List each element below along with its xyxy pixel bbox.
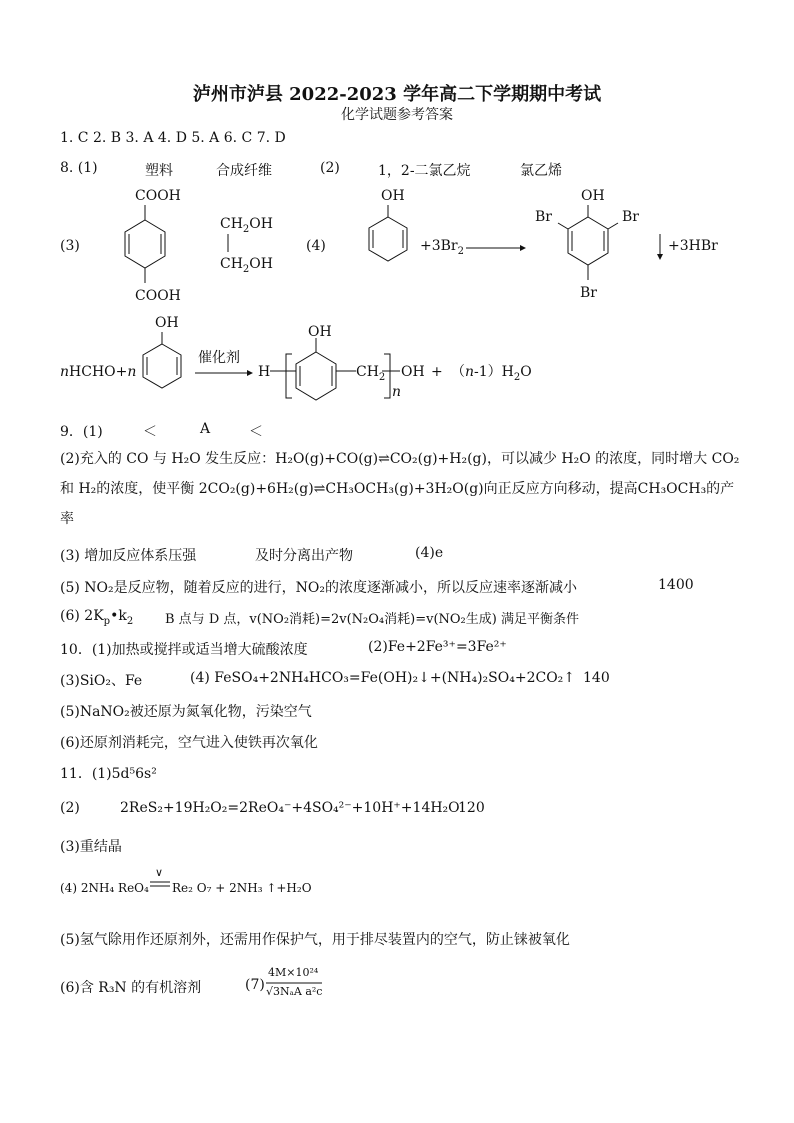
q10-4-value: 140 xyxy=(583,670,610,686)
svg-text:OH: OH xyxy=(381,188,405,204)
svg-text:Br: Br xyxy=(622,209,639,225)
q8-4-hbr: +3HBr xyxy=(668,238,718,254)
phenolic-resin-structure xyxy=(258,318,558,408)
q9-5-value: 1400 xyxy=(658,577,694,593)
q11-7-label: (7) xyxy=(245,977,265,993)
svg-text:（n-1）H2O: $(n-1)H_2O$ xyxy=(451,364,532,383)
tribromophenol-structure xyxy=(530,185,650,305)
q10-5: (5)NaNO₂被还原为氮氧化物，污染空气 xyxy=(60,704,312,720)
q11-4-rhs: Re₂ O₇ + 2NH₃ ↑+H₂O xyxy=(172,881,312,895)
q9-3-a: (3) 增加反应体系压强 xyxy=(60,548,197,564)
q11-7-denominator: √3NₐA a²c xyxy=(266,985,323,998)
q11-6: (6)含 R₃N 的有机溶剂 xyxy=(60,980,202,996)
svg-text:n: n xyxy=(392,384,402,400)
svg-text:H: H xyxy=(258,364,271,380)
q8-label: 8. (1) xyxy=(60,160,98,176)
equilibrium-equals-sign xyxy=(150,880,172,888)
q9-1-c: ＜ xyxy=(249,424,263,440)
q11-4-lhs: (4) 2NH₄ ReO₄ xyxy=(60,881,149,895)
svg-text:+: + xyxy=(431,364,443,380)
ethylene-glycol-structure xyxy=(220,210,300,280)
q11-7-numerator: 4M×10²⁴ xyxy=(268,966,319,979)
q11-4-condition: ∨ xyxy=(155,866,164,879)
q10-6: (6)还原剂消耗完，空气进入使铁再次氧化 xyxy=(60,735,318,751)
svg-text:Br: Br xyxy=(535,209,552,225)
q9-4: (4)e xyxy=(415,545,444,561)
q11-3: (3)重结晶 xyxy=(60,839,122,855)
svg-text:OH: OH xyxy=(155,315,179,331)
q8-3-label: (3) xyxy=(60,238,80,254)
q10-2: (2)Fe+2Fe³⁺=3Fe²⁺ xyxy=(368,639,507,655)
q10-4: (4) FeSO₄+2NH₄HCO₃=Fe(OH)₂↓+(NH₄)₂SO₄+2CO₂↑ xyxy=(190,670,576,686)
svg-text:CH2OH: $CH_2OH$ xyxy=(220,256,273,275)
q11-2-equation: 2ReS₂+19H₂O₂=2ReO₄⁻+4SO₄²⁻+10H⁺+14H₂O xyxy=(120,800,460,816)
q10-1: 10．(1)加热或搅拌或适当增大硫酸浓度 xyxy=(60,642,308,658)
q9-3-b: 及时分离出产物 xyxy=(255,548,353,564)
q8-2-label: (2) xyxy=(320,160,340,176)
q8-4-label: (4) xyxy=(306,238,326,254)
q8-5-lhs: nHCHO+n xyxy=(60,364,137,380)
q8-2-b: 氯乙烯 xyxy=(520,163,562,179)
q11-2-label: (2) xyxy=(60,800,80,816)
svg-text:Br: Br xyxy=(580,285,597,301)
reaction-arrow-1 xyxy=(466,245,526,255)
svg-text:COOH: COOH xyxy=(135,188,181,204)
q9-1-b: A xyxy=(200,421,211,437)
page-title: 泸州市泸县 2022-2023 学年高二下学期期中考试 xyxy=(192,84,602,105)
q11-5: (5)氢气除用作还原剂外，还需用作保护气，用于排尽装置内的空气，防止铼被氧化 xyxy=(60,932,570,948)
q11-2-value: 120 xyxy=(458,800,485,816)
q8-1-a: 塑料 xyxy=(145,163,173,179)
q9-1-a: ＜ xyxy=(143,424,157,440)
q9-5: (5) NO₂是反应物，随着反应的进行，NO₂的浓度逐渐减小，所以反应速率逐渐减小 xyxy=(60,580,577,596)
phenol-structure xyxy=(355,185,415,275)
reaction-arrow-2 xyxy=(195,370,255,380)
q8-4-br2: $+3Br_2$ xyxy=(420,238,464,257)
svg-text:OH: OH xyxy=(308,324,332,340)
svg-text:COOH: COOH xyxy=(135,288,181,304)
q9-6-a: (6) $2K_p•k_2$ xyxy=(60,608,134,627)
svg-text:OH: OH xyxy=(401,364,425,380)
phenol-structure-2 xyxy=(133,312,193,402)
precipitate-arrow xyxy=(655,234,665,260)
q9-6-b: B 点与 D 点，v(NO₂消耗)=2v(N₂O₄消耗)=v(NO₂生成) 满足平衡条件 xyxy=(165,612,579,627)
q10-3: (3)SiO₂、Fe xyxy=(60,673,143,689)
q8-1-b: 合成纤维 xyxy=(216,163,272,179)
q11-1: 11．(1)5d⁵6s² xyxy=(60,766,157,782)
q9-2: (2)充入的 CO 与 H₂O 发生反应：H₂O(g)+CO(g)⇌CO₂(g)+H₂(g)，可以减少 H₂O 的浓度，同时增大 CO₂和 H₂的浓度，使平衡 2CO₂(g)+6H₂(g)⇌CH₃OCH₃(g)+3H₂O(g)向正反应方向移动，提高CH₃OCH₃的产率 xyxy=(60,451,740,527)
page-subtitle: 化学试题参考答案 xyxy=(341,107,453,123)
q8-2-a: 1，2-二氯乙烷 xyxy=(378,163,471,179)
catalyst-label: 催化剂 xyxy=(198,350,240,366)
q9-label: 9．(1) xyxy=(60,424,103,440)
svg-text:CH2OH: $CH_2OH$ xyxy=(220,216,273,235)
svg-text:CH2: $CH_2$ xyxy=(356,364,386,383)
answers-1-7: 1. C 2. B 3. A 4. D 5. A 6. C 7. D xyxy=(60,130,286,146)
terephthalic-acid-structure xyxy=(110,185,200,305)
svg-text:OH: OH xyxy=(581,188,605,204)
